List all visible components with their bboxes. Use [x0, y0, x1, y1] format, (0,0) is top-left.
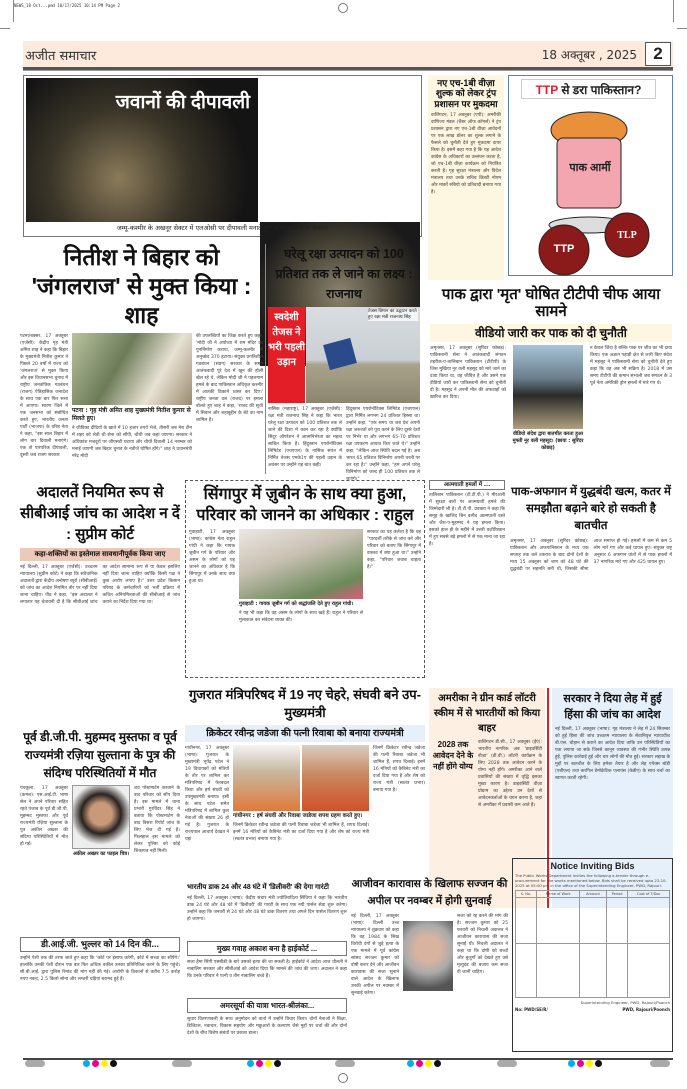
- notice-title: Notice Inviting Bids: [550, 861, 635, 871]
- gujarat-subhead: क्रिकेटर रवीन्द्र जडेजा की पत्नी रिवाबा को बनाया राज्यमंत्री: [185, 725, 425, 742]
- defence-headline: घरेलू रक्षा उत्पादन को 100 प्रतिशत तक ले जाने का लक्ष्य : राजनाथ: [275, 247, 413, 301]
- notice-col-header: Cost of T/Doc: [628, 891, 670, 898]
- post-story: [187, 884, 347, 1052]
- dgp-body-col1: पंचकूला, 17 अक्तूबर (कमल): एस.आई.टी. भाषा सेल ने अपने परिवार सहित रहते पंजाब के पूर्व डी.जी.पी. मुहम्मद मुस्तफा और पूर्व राज्यमंत्री रज़िया सुल्ताना के पुत्र अकील अख्तर की संदिग्ध परिस्थितियों में मौत हो गई।: [20, 786, 68, 847]
- courts-subhead: कहा-शक्तियों का इस्तेमाल सावधानीपूर्वक किया जाए: [20, 548, 180, 561]
- crop-mark: [13, 0, 14, 22]
- notice-col-header: Name of Work: [536, 891, 580, 898]
- page-number: 2: [645, 42, 671, 66]
- cartoon-title-text: से डरा पाकिस्तान?: [558, 83, 642, 97]
- afghan-headline: पाक-अफगान में युद्धबंदी खत्म, कतर में समझौता बढ़ाने बारे हो सकती है बातचीत: [511, 486, 671, 532]
- notice-signatory: Superintending Engineer, PWD, Rajouri/Poonch: [580, 1000, 670, 1005]
- diwali-photo-block: [23, 75, 422, 237]
- diwali-title: जवानों की दीपावली: [115, 92, 250, 113]
- zubeen-body-col2: ने यह भी कहा कि वह असम के लोगों के साथ खड़े हैं। राहुल ने परिवार से मुलाकात कर संवेदना व्यक्त की।: [239, 611, 363, 623]
- notice-col-header: S. No.: [516, 891, 537, 898]
- tejas-photo: [306, 307, 420, 403]
- gujarat-body-col1: गांधीनगर, 17 अक्तूबर (भाषा): गुजरात के मुख्यमंत्री भूपेंद्र पटेल ने 19 विधायकों को मंत्रियों के तौर पर शामिल कर मंत्रिपरिषद में फेरबदल किया और हर्ष संघवी को उपमुख्यमंत्री बनाया। इसी के साथ पटेल समेत मंत्रिपरिषद में शामिल कुल नेताओं की संख्या 26 हो गई है। गुजरात के राज्यपाल आचार्य देवव्रत ने यहां: [185, 746, 229, 842]
- gujarat-headline: गुजरात मंत्रिपरिषद में 19 नए चेहरे, संघवी बने उप-मुख्यमंत्री: [188, 687, 422, 720]
- america-headline: अमरीका ने ग्रीन कार्ड लॉटरी स्कीम में से भारतीयों को किया बाहर: [433, 693, 541, 734]
- masthead: [23, 41, 673, 67]
- ttp-headline: पाक द्वारा 'मृत' घोषित टीटीपी चीफ आया सामने: [441, 286, 661, 321]
- leh-headline: सरकार ने दिया लेह में हुई हिंसा की जांच का आदेश: [563, 693, 662, 721]
- registration-mark: [338, 3, 348, 13]
- sajjan-body-col1: नई दिल्ली, 17 अक्तूबर (भाषा): दिल्ली उच्च न्यायालय ने शुक्रवार को कहा कि वह 1984 के सिख विरोधी दंगों से जुड़े हत्या के एक मामले में पूर्व कांग्रेस सांसद सज्जन कुमार को दोषी करार देने और आजीवन कारावास की सजा सुनाने वाले आदेश के खिलाफ उनकी अपील पर नवम्बर में सुनवाई करेगा।: [351, 914, 399, 996]
- america-body: वाशिंगटन डी.सी., 17 अक्तूबर (ईएं): भारतीय नागरिक अब 'डाइवर्सिटी वीज़ा' (डी.वी.) लॉटरी कार्यक्रम के लिए 2028 तक आवेदन करने के योग्य नहीं होंगे। अमरीका आने वाले प्रवासियों की संख्या में वृद्धि इसका मुख्य कारण है। डाइवर्सिटी वीज़ा प्रोग्राम का उद्देश्य उन देशों से आवेदनकर्ताओं के चयन करना है, जहां से अमरीका में प्रवासी कम आते हैं।: [478, 740, 542, 808]
- courts-body: नई दिल्ली, 17 अक्तूबर (एजेंसी): उच्चतम न्यायालय (सुप्रीम कोर्ट) ने कहा कि संवैधानिक अदालतों द्वारा केंद्रीय अन्वेषण ब्यूरो (सीबीआई) को जांच का आदेश नियमित तौर पर नहीं दिया जाना चाहिए। पीठ ने कहा, "इस अदालत ने लगातार यह चेतावनी दी है कि सीबीआई जांच का आदेश सामान्य रूप से या केवल इसलिए नहीं दिया जाना चाहिए क्योंकि किसी पक्ष ने कुछ आरोप लगाए हैं।" उत्तर प्रदेश किसान परिषद के कर्मचारियों को भर्ती प्रक्रिया में कथित अनियमितताओं की सीबीआई से जांच कराने का निर्देश दिया गया था।: [20, 565, 180, 605]
- nitish-shah-photo: [72, 333, 192, 405]
- suicide-attack-story: [429, 480, 505, 678]
- zubeen-body-col1: गुवाहाटी, 17 अक्तूबर (भाषा): कांग्रेस नेता राहुल गांधी ने कहा कि गायक ज़ुबीन गर्ग के परिवार और असम के लोगों को यह जानने का अधिकार है कि सिंगापुर में उनके साथ क्या हुआ था।: [189, 530, 235, 584]
- leh-body: नई दिल्ली, 17 अक्तूबर (भाषा): गृह मंत्रालय ने लेह में 24 सितम्बर को हुई हिंसा की जांच उच्चतम न्यायालय के सेवानिवृत्त न्यायाधीश बी.एस. चौहान से कराने का आदेश दिया ताकि उन परिस्थितियों का पता लगाया जा सके जिनसे कानून व्यवस्था की गंभीर स्थिति उत्पन्न हुई, पुलिस कार्रवाई हुई और चार लोगों की मौत हुई। सरकार लद्दाख के मुद्दों पर बातचीत के लिए हमेशा तैयार है और लेह एपेक्स बॉडी (एबीएल) तथा करगिल डेमोक्रेटिक एलायंस (केडीए) के साथ चर्चा का स्वागत करती रहेगी।: [555, 727, 670, 781]
- bhullar-story: [20, 937, 180, 1052]
- notice-col-header: Period: [606, 891, 628, 898]
- gujarat-photo-caption: गांधीनगर : हर्ष संघवी और रिवाबा जाडेजा शपथ ग्रहण करते हुए।: [233, 813, 363, 819]
- post-headline: भारतीय डाक 24 और 48 घंटे में 'डिलीवरी' की देगा गारंटी: [187, 884, 329, 891]
- zubeen-tribute-photo: [239, 529, 363, 599]
- sajjan-body-col2: सजा को रद्द करने की मांग की है। सज्जन कुमार को 25 फरवरी को निचली अदालत ने आजीवन कारावास की सजा सुनाई थी। निचली अदालत ने कहा था कि दोषी को बच्चों और बुजुर्गों को देखते हुए उसे मृत्युदंड की बजाय कम सजा दी जानी चाहिए।: [457, 914, 508, 975]
- newspaper-name: अजीत समाचार: [25, 49, 97, 64]
- tejas-badge: स्वदेशी तेजस ने भरी पहली उड़ान: [268, 307, 305, 403]
- h1b-body: वाशिंगटन, 17 अक्तूबर (एपी): अमरीकी वाणिज्य मंडल (चैंबर ऑफ कॉमर्स) ने ट्रंप प्रशासन द्वारा नए एच-1बी वीज़ा आवेदनों पर एक लाख डॉलर का शुल्क लगाने के फैसले को चुनौती देते हुए मुकदमा दायर किया है। इसमें कहा गया है कि यह आदेश कांग्रेस के अधिकारों का उल्लंघन करता है, जो एच-1बी वीज़ा कार्यक्रम को नियंत्रित करती है। गृह सुरक्षा मंत्रालय और विदेश मंत्रालय तथा उनके सचिव क्रिस्टी नोएम और मार्को रुबियो को प्रतिवादी बनाया गया है।: [431, 113, 501, 196]
- akil-photo-caption: अकील अख्तर का फाइल चित्र।: [72, 851, 130, 857]
- column-divider: [265, 244, 266, 474]
- ttp-story: [430, 286, 672, 476]
- sajjan-kumar-photo: [403, 921, 453, 991]
- courts-story: [20, 482, 180, 682]
- witness-headline: मुख्य गवाह अकाश बना है हाईकोर्ट ...: [187, 941, 347, 956]
- issue-date: 18 अक्तूबर , 2025: [541, 48, 637, 62]
- ttp-body-col1: अमृतसर, 17 अक्तूबर (सुरिंदर कोछड़): पाकिस्तानी सेना ने आतंकवादी संगठन तहरीक-ए-तालिबान पाकिस्तान (टीटीपी) के जिस मुखिया नूर वली महसूद को मारे जाने का दावा किया था, वह जीवित है और उसने एक वीडियो जारी कर पाकिस्तानी सेना को चुनौती दी है। महसूद ने अपनी मौत की अफवाहों को खारिज कर दिया।: [430, 345, 506, 400]
- diwali-photo-left: [26, 78, 258, 222]
- zubeen-body-col3: सरकार का यह कर्तव्य है कि वह "पारदर्शी तरीके से जांच करे और परिवार को बताए कि सिंगापुर में वास्तव में क्या हुआ था।" उन्होंने कहा, "परिवार जवाब चाहता है।": [367, 530, 421, 570]
- noor-wali-photo: [513, 345, 583, 429]
- afghan-story: [510, 484, 672, 678]
- courts-headline: अदालतें नियमित रूप से सीबीआई जांच का आदेश न दें : सुप्रीम कोर्ट: [20, 484, 180, 543]
- color-registration-bar: [0, 1060, 687, 1072]
- h1b-story: [428, 75, 504, 280]
- suicide-attack-continued-head: आत्मघाती हमलों में ...: [429, 480, 505, 490]
- amarasuriya-headline: अमरसूर्या की यात्रा भारत-श्रीलंका...: [187, 998, 347, 1013]
- tejas-photo-caption: तेजस विमान का उद्घाटन करते हुए रक्षा मंत्री राजनाथ सिंह: [368, 309, 417, 320]
- nitish-body-col2: ने जीविका दीदियों के खाते में 10 हजार रुपये भेजे, तीसरी जब मेरा टीम में शहर को लेती थी सेना को सौंपी, चौथी जब कहां जाएगा। सरकार ने अधिकांश मजदूरों पर जीएसटी घटाया और चौथी दिवाली 14 नवम्बर को मनाई जाएगी जब बिहार चुनाव के नतीजे घोषित होंगे।" शाह ने प्रधानमंत्री नरेंद्र मोदी: [72, 426, 192, 459]
- notice-office: PWD, Rajouri/Poonch: [622, 1007, 670, 1012]
- flag-icon: [323, 338, 357, 370]
- h1b-headline: नए एच-1बी वीज़ा शुल्क को लेकर ट्रंप प्रशासन पर मुकदमा: [434, 78, 498, 109]
- dgp-headline: पूर्व डी.जी.पी. मुहम्मद मुस्तफा व पूर्व राज्यमंत्री रज़िया सुल्ताना के पुत्र की संदिग्ध परिस्थितियों में मौत: [23, 730, 177, 780]
- crop-mark: [677, 28, 687, 29]
- nitish-body-col1: पटना/बक्सर, 17 अक्तूबर (एजेंसी): केंद्रीय गृह मंत्री अमित शाह ने कहा कि बिहार के मुख्यमंत्री नितीश कुमार ने पिछले 20 वर्षों में राज्य को 'जंगलराज' से मुक्त किया और इस विधानसभा चुनाव में राष्ट्रीय जनतांत्रिक गठबंधन (राजग) ऐतिहासिक जनादेश के साथ एक बार फिर सत्ता में आएगा। सारण जिले में एक जनसभा को संबोधित करते हुए, भारतीय जनता पार्टी (भाजपा) के वरिष्ठ नेता ने कहा, "इस साल बिहार में लोग चार दिवाली मनाएंगे। एक तो पारंपरिक दीपावली, दूसरी जब राजग सरकार: [20, 334, 68, 458]
- bomb1-label: TTP: [553, 243, 575, 255]
- gujarat-story: [185, 686, 425, 880]
- cartoon-title: [521, 79, 656, 99]
- registration-mark: [338, 1073, 348, 1083]
- america-pullquote: 2028 तक आवेदन देने के नहीं होंगे योग्य: [432, 740, 474, 771]
- nitish-photo-caption: पटना : गृह मंत्री अमित शाह मुख्यमंत्री नितीश कुमार से मिलते हुए।: [72, 407, 191, 422]
- notice-number: No: PWD/SE/R/: [515, 1007, 548, 1012]
- cartoon-title-ttp: TTP: [535, 83, 559, 97]
- rivaba-jadeja-photo: [302, 745, 369, 811]
- notice-table: [515, 890, 670, 998]
- ttp-subhead: वीडियो जारी कर पाक को दी चुनौती: [430, 324, 672, 342]
- sajjan-headline: आजीवन कारावास के खिलाफ सज्जन की अपील पर नवम्बर में होगी सुनवाई: [351, 878, 508, 907]
- header-rule: [23, 67, 673, 71]
- harsh-sanghavi-photo: [233, 745, 300, 811]
- post-body: नई दिल्ली, 17 अक्तूबर (भाषा): केंद्रीय संचार मंत्री ज्योतिरादित्य सिंधिया ने कहा कि भारतीय डाक 24 घंटे और 48 घंटे में 'डिलीवरी' की गारंटी के साथ एक नयी पार्सल सेवा शुरू करेगा। उन्होंने कहा कि जनवरी से 24 घंटे और 48 घंटे डाक वितरण तथा अगले दिन पार्सल वितरण शुरू हो जाएगा।: [187, 896, 347, 923]
- witness-body: सजा हैमा सिंगी एसबीडी के बारे उसको हत्या की जा सकती है। हाईकोर्ट ने आदेश आज धौलती ने नाबालिग सरकार और सीबीआई को आदेश दिया कि मामले की जांच की जाए। अदालत ने कहा कि उनके परिवार ने पत्नी व तीन नाबालिग बच्चे हैं।: [187, 960, 347, 980]
- cartoon-drawing: [509, 100, 671, 275]
- dgp-story: [20, 728, 180, 932]
- zubeen-story: [185, 480, 425, 678]
- ttp-photo-caption: वीडियो संदेश द्वारा बातचीत करता हुआ मुफ्ती नूर वली महसूद। (छाया : सुरिंदर कोछड़): [512, 430, 584, 451]
- defence-story: [268, 244, 420, 482]
- sajjan-story: [351, 876, 508, 1052]
- notice-col-header: Amount: [580, 891, 606, 898]
- suicide-attack-body: तालिबान पाकिस्तान (टी.टी.पी.) ने मीरअली में सुरक्षा बलों पर आत्मघाती हमले की जिम्मेदारी ली है। टी.टी.पी. प्रवक्ता ने कहा कि समूह के खालिद बिन वलीद आत्मघाती दस्ते और जैश-ए-मुहम्मद ने यह हमला किया। इसको हाल ही के महीने में उत्तरी वज़ीरिस्तान में हुए सबसे बड़े हमलों में से एक माना जा रहा है।: [429, 493, 505, 547]
- cartoon: [508, 75, 673, 276]
- ttp-body-col2: न केवल जिंदा है बल्कि पाक पर जीत का भी दावा किया। एक अज्ञात पहाड़ी क्षेत्र से जारी किए संदेश में महसूद ने पाकिस्तानी सेना को चुनौती देते हुए कहा कि वह अब भी सक्रिय है। 2018 में उस समय टीटीपी की कमान संभाली जब संगठन के 3 पूर्व नेता अमेरिकी ड्रोन हमलों में मारे गए थे।: [590, 345, 672, 386]
- nitish-body-col3: की उपलब्धियों का जिक्र करते हुए कहा, 'मोदी जी ने अयोध्या में राम मंदिर का पुनर्निर्माण कराया, जम्मू-कश्मीर से अनुच्छेद 370 हटाया। संयुक्त प्रगतिशील गठबंधन (संप्रग) सरकार के समय आतंकवादी पूरे देश में खून की होली खेल रहे थे, लेकिन मोदी जी ने पहलगाम हमले के बाद पाकिस्तान अधिकृत कश्मीर में आतंकी ठिकाने ध्वस्त कर दिए।' राष्ट्रीय जनता दल (राजद) पर हमला बोलते हुए शाह ने कहा, 'राजद की सूची में सिवान और शहाबुद्दीन के बेटे का नाम शामिल है।: [196, 334, 264, 423]
- crop-mark: [673, 0, 674, 22]
- amarasuriya-body: सुधार वितरणावली के साथ अनुमोदन को वार्ता में उन्होंने विचार किया। दोनों नेताओं ने शिक्षा, डिजिटल, नवाचार, विकास सहयोग और मछुआरों के कल्याण जैसे मुद्दों पर चर्चा की और दोनों देशों के बीच विशेष संबंधों पर प्रकाश डाला।: [187, 1017, 347, 1037]
- nitish-story: [20, 243, 263, 476]
- crop-mark: [0, 28, 10, 29]
- print-slug: NEWS_18 Oct...pmd 10/17/2025 10:14 PM Page 2: [14, 3, 120, 8]
- dgp-body-col2: शव पोस्टमार्टम करवाने के बाद परिवार को सौंप दिया है। इस मामले में थाना प्रभारी गुरविंदर सिंह ने बताया कि पोस्टमार्टम के बाद विसरा रिपोर्ट जांच के लिए भेज दी गई है। फिलहाल इस मामले को लेकर पुलिस को कोई शिकायत नहीं मिली।: [134, 786, 180, 854]
- akil-akhtar-photo: [72, 785, 130, 849]
- bhullar-body: उन्होंने पेशी तक की तरफ जाते हुए कहा कि 'कोर्ट पर इंसाफ करेगी, कोर्ट में सच्चा का सौंपेंगे।' हालांकि उनकी पेशी दौरान एक बार फिर अधिक वकील उनका प्रतिनिधित्व करने के लिए पहुंचे। सी.बी.आई. द्वारा पुलिस रिमांड की मांग नहीं की गई। आरोपी के ठिकानों से करीब 7.5 करोड़ रुपए नकद, 2.5 किलो सोना और लग्जरी घड़ियां बरामद हुई हैं।: [20, 956, 180, 982]
- afghan-body: अमृतसर, 17 अक्तूबर (सुरिंदर कोछड़): पाकिस्तान और अफगानिस्तान के मध्य एक सप्ताह तक चले टकराव के बाद दोनों देशों के मध्य 15 अक्तूबर को शाम को 48 घंटे की युद्धबंदी पर सहमति बनी थी, जिसकी सीमा आज समाप्त हो गई। हमलों में कम से कम 5 लोग मारे गए और कई घायल हुए। संयुक्त राष्ट्र अनुसार 6 अफगान प्रांतों में से पाक हमलों में 37 नागरिक मारे गए और 425 घायल हुए।: [510, 539, 672, 572]
- gujarat-body-col2: जिनमें क्रिकेटर रवीन्द्र जडेजा की पत्नी रिवाबा जडेजा भी शामिल हैं, शपथ दिलाई। इनमें 16 मंत्रियों को कैबिनेट मंत्री का दर्जा दिया गया है और शेष को राज्य मंत्री (स्वतंत्र प्रभार) बनाया गया है।: [233, 823, 369, 842]
- zubeen-photo-caption: गुवाहाटी : गायक ज़ुबीन गर्ग को श्रद्धांजलि देते हुए राहुल गांधी।: [239, 601, 354, 607]
- nitish-headline: नितीश ने बिहार को 'जंगलराज' से मुक्त किया : शाह: [31, 244, 252, 328]
- notice-inviting-bids: [512, 858, 673, 1052]
- cartoon-army-label: पाक आर्मी: [569, 162, 611, 174]
- gujarat-body-col3: जिनमें क्रिकेटर रवीन्द्र जडेजा की पत्नी रिवाबा जडेजा भी शामिल हैं, शपथ दिलाई। इनमें 16 मंत्रियों को कैबिनेट मंत्री का दर्जा दिया गया है और शेष को राज्य मंत्री (स्वतंत्र प्रभार) बनाया गया है।: [373, 746, 425, 793]
- zubeen-headline: सिंगापुर में ज़ुबीन के साथ क्या हुआ, परिवार को जानने का अधिकार : राहुल: [196, 486, 414, 524]
- defence-body-col1: नासिक (महाराष्ट्र), 17 अक्तूबर (एजेंसी): रक्षा मंत्री राजनाथ सिंह ने कहा कि भारत घरेलू रक्षा उत्पादन को 100 प्रतिशत तक ले जाने की दिशा में काम कर रहा है क्योंकि सिंदूर ऑपरेशन ने आत्मनिर्भरता का महत्व साबित किया है। हिंदुस्तान एयरोनॉटिक्स लिमिटेड (एचएएल) के नासिक संयंत्र में निर्मित तेजस एमके1ए की पहली उड़ान के अवसर पर उन्होंने यह बात कही।: [268, 407, 342, 468]
- defence-body-col2: हिंदुस्तान एयरोनॉटिक्स लिमिटेड (एचएएल) द्वारा निर्मित लगभग 24 प्रतिशत हिस्सा था। उन्होंने कहा, "एक समय था जब देश अपनी रक्षा जरूरतों को पूरा करने के लिए दूसरे देशों पर निर्भर था और लगभग 65-70 प्रतिशत रक्षा उपकरण आयात किए जाते थे।" उन्होंने कहा, "लेकिन आज स्थिति बदल गई है। अब भारत 65 प्रतिशत विनिर्माण अपनी धरती पर कर रहा है।" उन्होंने कहा, "हम अपने घरेलू विनिर्माण को जल्द ही 100 प्रतिशत तक ले जाएंगे।": [346, 407, 420, 482]
- diwali-caption: जम्मू-कश्मीर के अखनूर सेक्टर में एलओसी पर दीपावली मनाते हुए भारतीय सेना के जवान।: [116, 224, 329, 232]
- bhullar-headline: डी.आई.जी. भुल्लर को 14 दिन की...: [20, 937, 180, 952]
- notice-intro: The Public Works Department invites the following e-tender through e-procurement for the works mentioned below. Bids shall be received upto 23-10-2025 at 05:00 pm in the office of the Superintending Engineer, PWD, Rajouri.: [515, 873, 667, 888]
- bomb2-label: TLP: [617, 230, 637, 241]
